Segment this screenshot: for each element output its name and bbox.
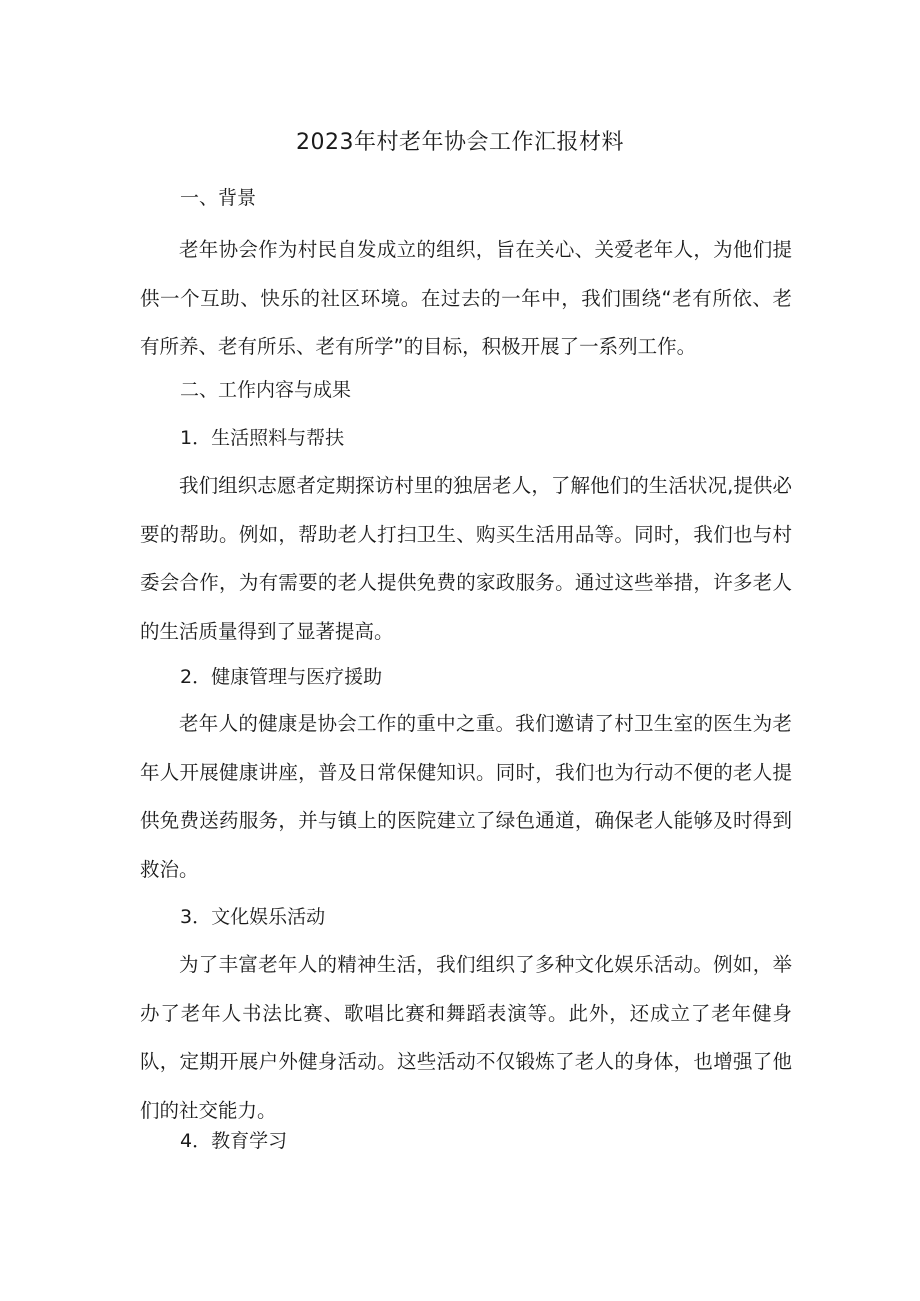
paragraph-culture: 为了丰富老年人的精神生活，我们组织了多种文化娱乐活动。例如，举办了老年人书法比赛、歌唱比赛和舞蹈表演等。此外，还成立了老年健身队，定期开展户外健身活动。这些活动不仅锻炼了老人的身体，也增强了他们的社交能力。 — [140, 953, 792, 1122]
paragraph-health: 老年人的健康是协会工作的重中之重。我们邀请了村卫生室的医生为老年人开展健康讲座，普及日常保健知识。同时，我们也为行动不便的老人提供免费送药服务，并与镇上的医院建立了绿色通道，确保老人能够及时得到救治。 — [140, 712, 792, 881]
document-title: 2023年村老年协会工作汇报材料 — [296, 130, 624, 155]
subheading-culture: 3．文化娱乐活动 — [180, 906, 326, 928]
paragraph-background: 老年协会作为村民自发成立的组织，旨在关心、关爱老年人，为他们提供一个互助、快乐的社区环境。在过去的一年中，我们围绕“老有所依、老有所养、老有所乐、老有所学”的目标，积极开展了一系列工作。 — [140, 238, 792, 359]
section-heading-background: 一、背景 — [180, 187, 257, 209]
subheading-health: 2．健康管理与医疗援助 — [180, 666, 383, 688]
section-heading-work-content: 二、工作内容与成果 — [180, 379, 352, 401]
paragraph-life-care: 我们组织志愿者定期探访村里的独居老人，了解他们的生活状况,提供必要的帮助。例如，帮助老人打扫卫生、购买生活用品等。同时，我们也与村委会合作，为有需要的老人提供免费的家政服务。通过这些举措，许多老人的生活质量得到了显著提高。 — [140, 474, 792, 643]
subheading-education: 4．教育学习 — [180, 1130, 288, 1152]
subheading-life-care: 1．生活照料与帮扶 — [180, 427, 345, 449]
